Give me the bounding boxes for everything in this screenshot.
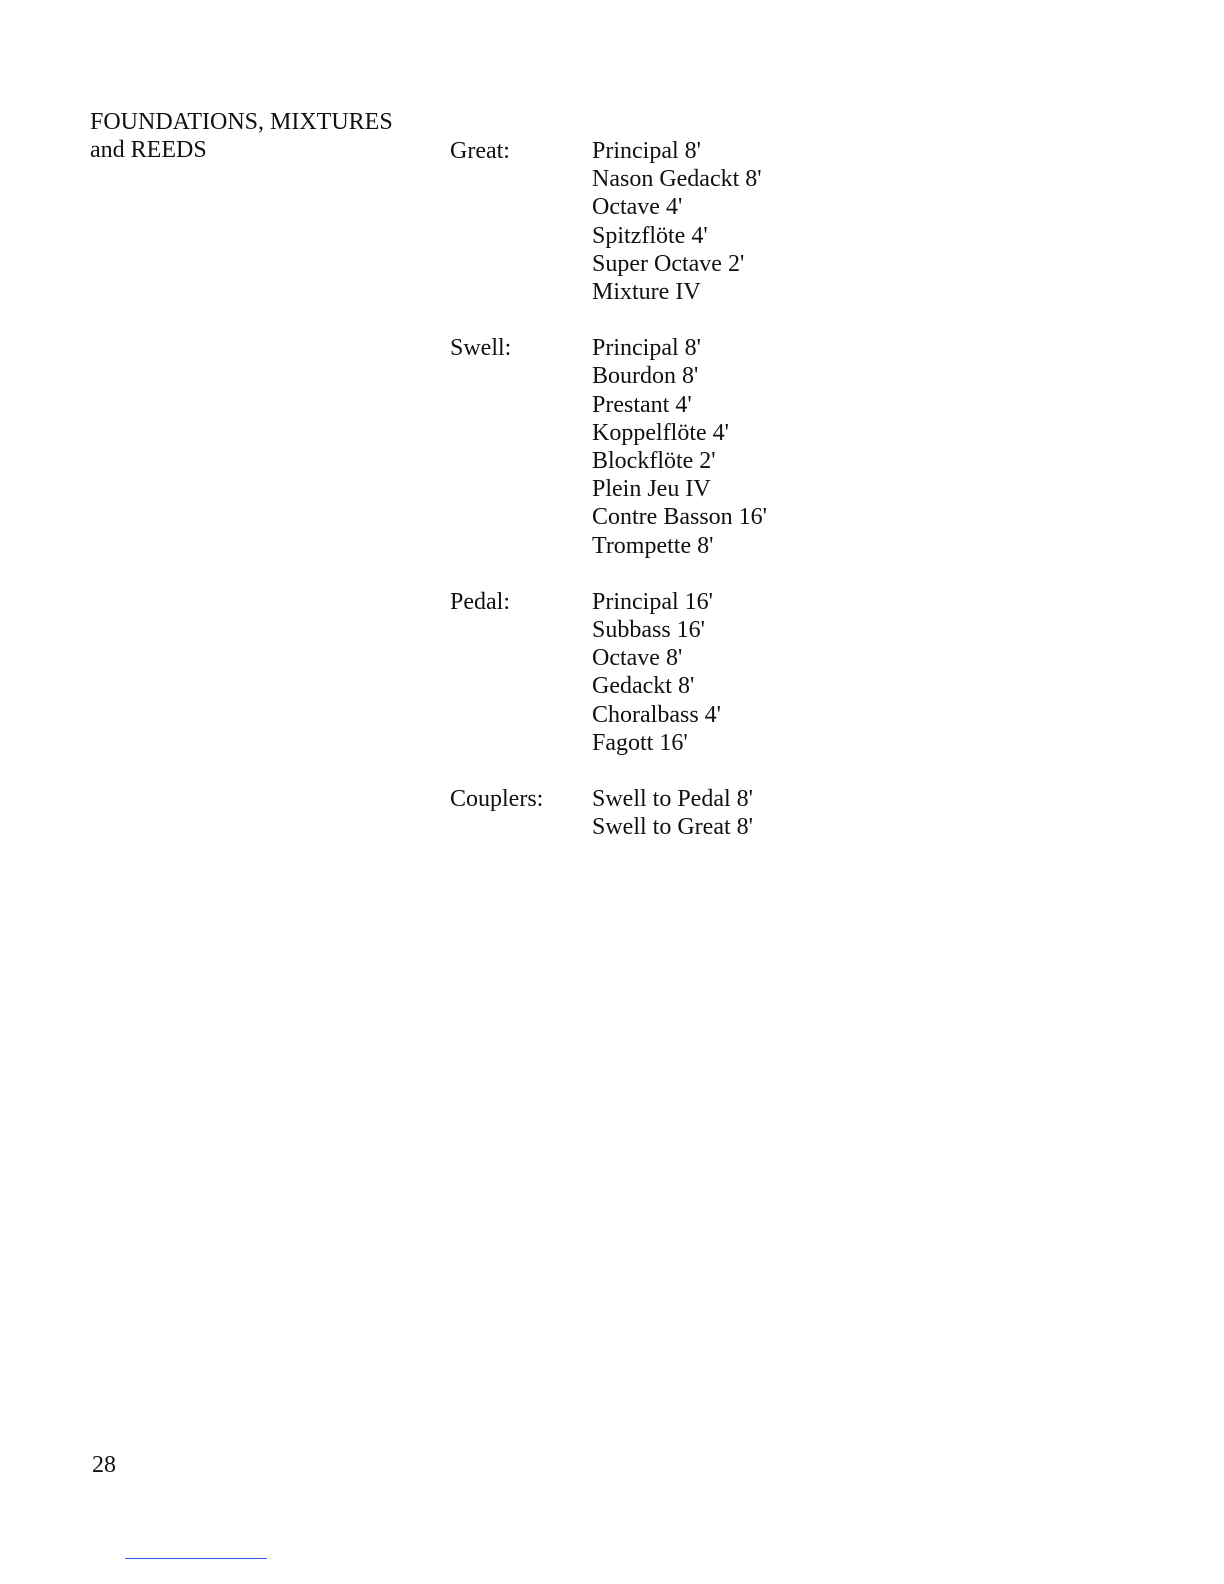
division-label: Couplers: (450, 786, 544, 813)
stop-item: Gedackt 8' (592, 673, 695, 700)
division-swell (450, 334, 950, 560)
stop-item: Contre Basson 16' (592, 504, 767, 531)
division-great (450, 137, 950, 306)
stop-item: Principal 16' (592, 588, 713, 615)
heading-line-1: FOUNDATIONS, MIXTURES (90, 109, 393, 135)
stop-item: Plein Jeu IV (592, 476, 711, 503)
stop-list (592, 785, 753, 841)
stop-item: Subbass 16' (592, 617, 706, 644)
stop-item: Principal 8' (592, 138, 701, 164)
stop-item: Nason Gedackt 8' (592, 166, 762, 193)
stop-registration-table (450, 137, 950, 869)
stop-item: Principal 8' (592, 335, 701, 362)
stop-list (592, 588, 721, 757)
stop-list (592, 334, 767, 560)
stop-item: Octave 4' (592, 194, 683, 221)
stop-item: Super Octave 2' (592, 250, 745, 277)
stop-item: Spitzflöte 4' (592, 222, 708, 249)
page-number: 28 (92, 1452, 116, 1478)
division-pedal (450, 588, 950, 757)
stop-item: Swell to Pedal 8' (592, 786, 753, 813)
section-heading (90, 108, 393, 164)
stop-item: Koppelflöte 4' (592, 419, 729, 446)
stop-list (592, 137, 762, 306)
stop-item: Swell to Great 8' (592, 814, 753, 841)
footer-rule (125, 1558, 267, 1559)
stop-item: Fagott 16' (592, 729, 688, 756)
stop-item: Mixture IV (592, 279, 701, 306)
stop-item: Prestant 4' (592, 391, 692, 418)
division-couplers (450, 785, 950, 841)
stop-item: Trompette 8' (592, 532, 714, 559)
stop-item: Octave 8' (592, 645, 683, 672)
division-label: Pedal: (450, 588, 510, 615)
stop-item: Blockflöte 2' (592, 448, 716, 475)
heading-line-2: and REEDS (90, 137, 207, 163)
division-label: Great: (450, 138, 510, 164)
stop-item: Choralbass 4' (592, 701, 721, 728)
division-label: Swell: (450, 335, 512, 362)
stop-item: Bourdon 8' (592, 363, 699, 390)
